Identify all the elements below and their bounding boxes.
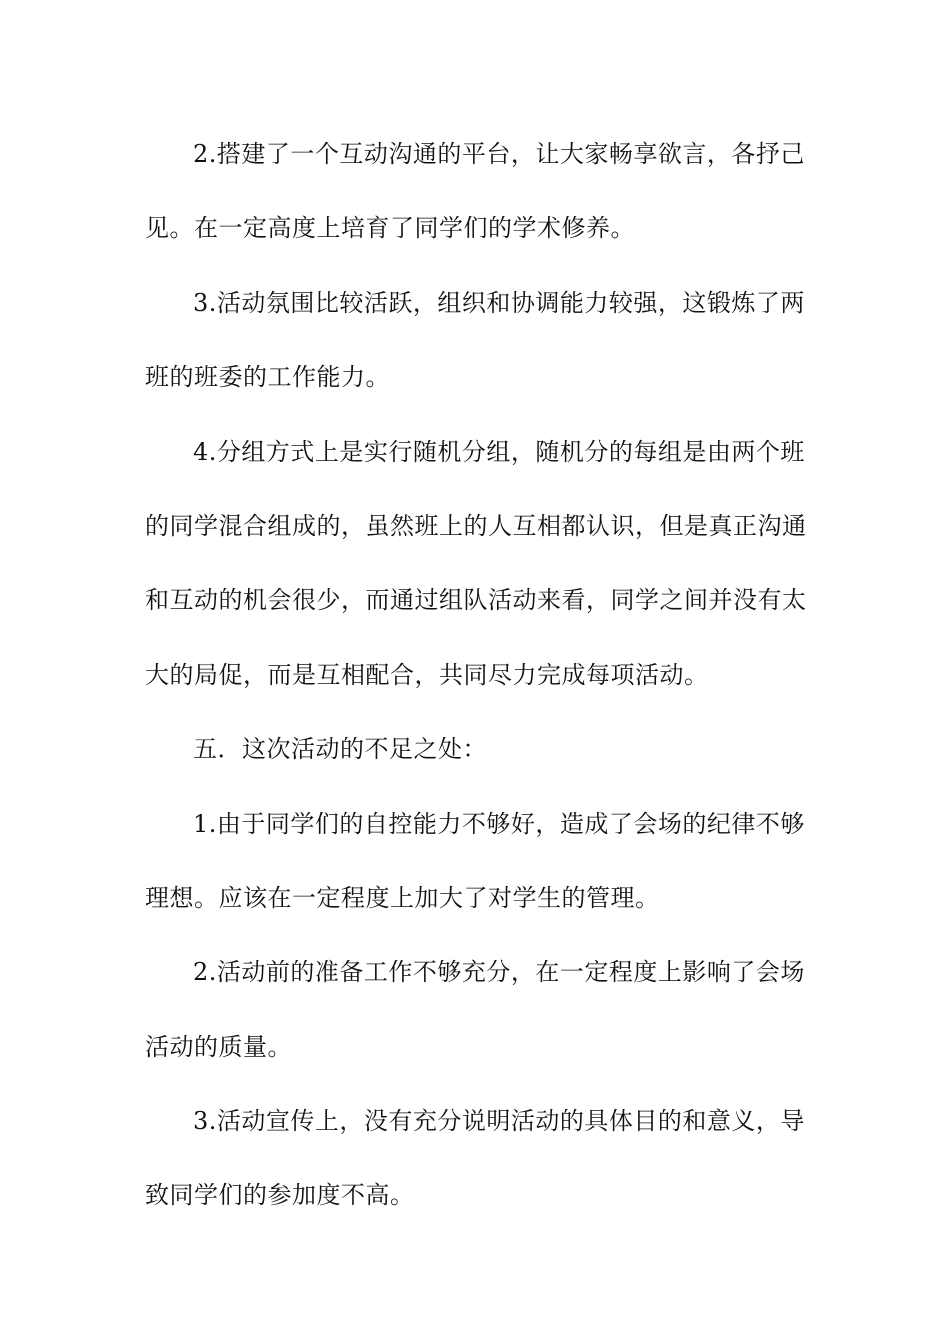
paragraph-line: 见。在一定高度上培育了同学们的学术修养。 <box>145 214 635 243</box>
paragraph-line: 班的班委的工作能力。 <box>145 363 390 392</box>
paragraph-line: 的同学混合组成的，虽然班上的人互相都认识，但是真正沟通 <box>145 511 807 540</box>
paragraph-line: 1.由于同学们的自控能力不够好，造成了会场的纪律不够 <box>193 809 805 838</box>
paragraph-line: 理想。应该在一定程度上加大了对学生的管理。 <box>145 883 660 912</box>
document-body <box>145 124 805 1240</box>
paragraph-line: 2.活动前的准备工作不够充分，在一定程度上影响了会场 <box>193 958 805 987</box>
paragraph-line: 2.搭建了一个互动沟通的平台，让大家畅享欲言，各抒己 <box>193 140 805 168</box>
paragraph-line: 活动的质量。 <box>145 1032 292 1061</box>
paragraph-line: 和互动的机会很少，而通过组队活动来看，同学之间并没有太 <box>145 586 807 615</box>
paragraph-line: 3.活动氛围比较活跃，组织和协调能力较强，这锻炼了两 <box>193 288 805 317</box>
paragraph-line: 3.活动宣传上，没有充分说明活动的具体目的和意义，导 <box>193 1107 805 1136</box>
paragraph-line: 大的局促，而是互相配合，共同尽力完成每项活动。 <box>145 660 709 689</box>
paragraph-line: 4.分组方式上是实行随机分组，随机分的每组是由两个班 <box>193 437 805 466</box>
paragraph-line: 致同学们的参加度不高。 <box>145 1181 415 1210</box>
section-heading: 五．这次活动的不足之处： <box>193 735 487 764</box>
